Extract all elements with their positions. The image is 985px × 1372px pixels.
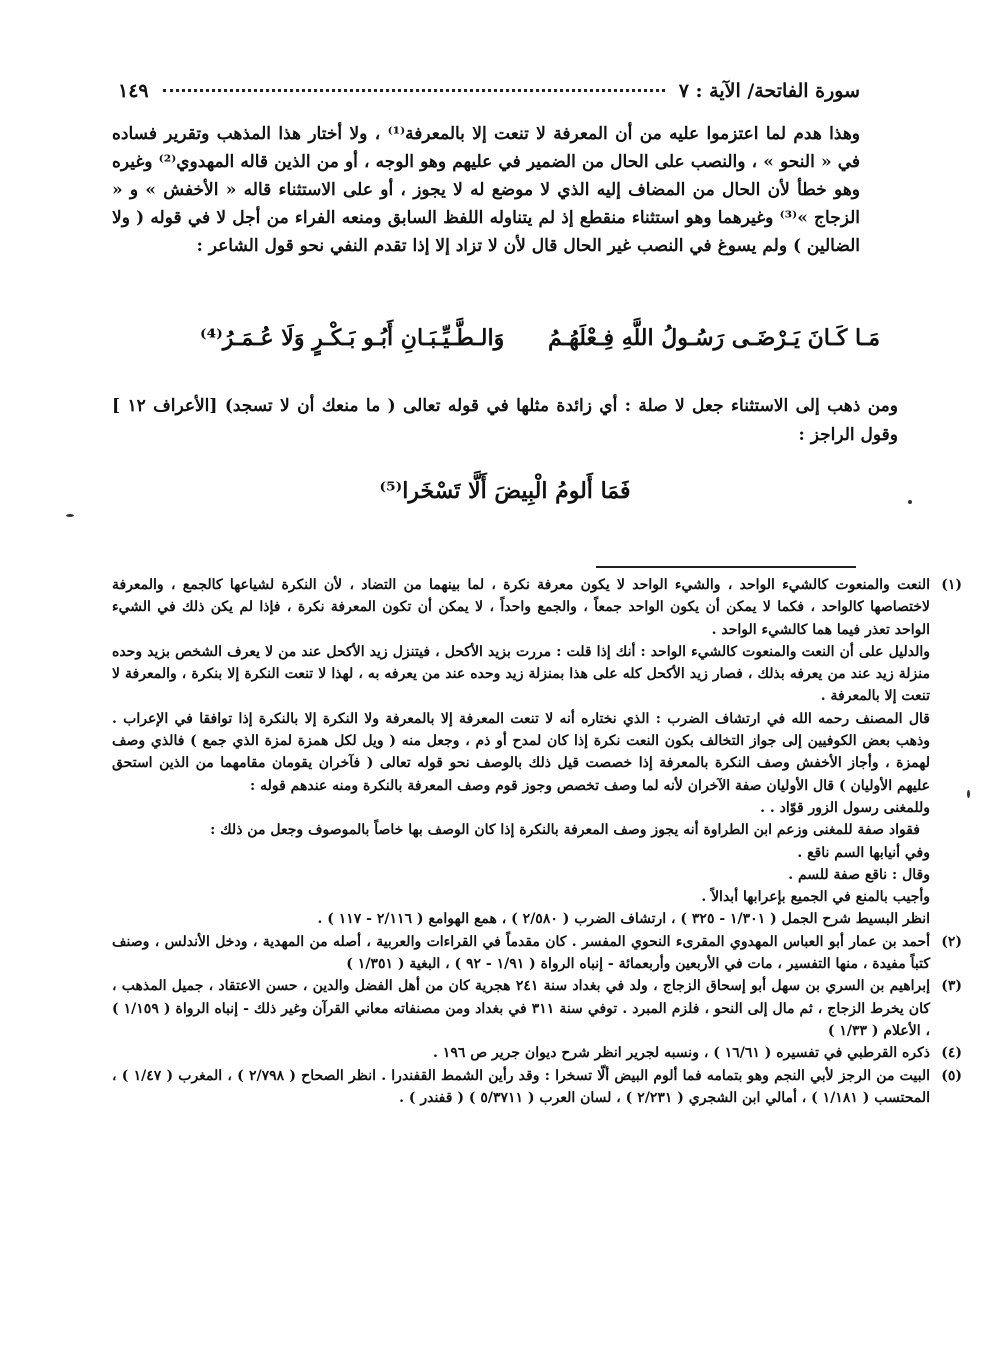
footnote-paragraph: أحمد بن عمار أبو العباس المهدوي المقرىء النحوي المفسر . كان مقدماً في القراءات والعربية ، أصله من المهدية ، ودخل الأندلس ، وصنف كتباً مفيدة ، منها التفسير ، مات في الأربعين وأربعمائة - إنباه الرواة ( ١/٩١ - ٩٢ ) ، البغية ( ١/٣٥١ ) <box>112 933 930 973</box>
footnote-1 <box>112 574 962 931</box>
footnote-4 <box>112 1042 962 1064</box>
footnote-number: (٥) <box>941 1067 962 1084</box>
footnote-2 <box>112 931 962 976</box>
footnotes <box>112 574 962 1109</box>
header-dot-leader <box>163 89 665 92</box>
main-paragraph-1: وهذا هدم لما اعتزموا عليه من أن المعرفة لا تنعت إلا بالمعرفة⁽¹⁾ ، ولا أختار هذا المذهب وتقرير فساده في « النحو » ، والنصب على الحال من الضمير في عليهم وهو الوجه ، أو من الذين قاله المهدوي⁽²⁾ وغيره وهو خطأ لأن الحال من المضاف إليه الذي لا موضع له لا يجوز ، أو على الاستثناء قاله « الأخفش » و « الزجاج »⁽³⁾ وغيرهما وهو استثناء منقطع إذ لم يتناوله اللفظ السابق ومنعه الفراء من أجل لا في قوله ( ولا الضالين ) ولم يسوغ في النصب غير الحال قال لأن لا تزاد إلا إذا تقدم النفي نحو قول الشاعر : <box>112 124 861 256</box>
footnote-paragraph: فقواد صفة للمغنى وزعم ابن الطراوة أنه يجوز وصف المعرفة بالنكرة إذا كان الوصف بها خاصاً بالموصوف وجعل من ذلك : <box>210 822 920 839</box>
footnote-paragraph: النعت والمنعوت كالشيء الواحد ، والشيء الواحد لا يكون معرفة نكرة ، لما بينهما من التضاد ، لأن النكرة لشياعها كالجمع ، والمعرفة لاختصاصها كالواحد ، فكما لا يمكن أن يكون الواحد جمعاً ، والجمع واحداً ، لا يمكن أن تكون المعرفة نكرة ، فإذا لم يكن ذلك في الشيء الواحد تعذر فيما هما كالشيء الواحد . <box>112 577 930 638</box>
footnote-paragraph: إبراهيم بن السري بن سهل أبو إسحاق الزجاج ، ولد في بغداد سنة ٢٤١ هجرية كان من أهل الفضل والدين ، حسن الاعتقاد ، جميل المذهب ، كان يخرط الزجاج ، ثم مال إلى النحو ، فلزم المبرد . توفي سنة ٣١١ في بغداد ومن مصنفاته معاني القرآن وغير ذلك - إنباه الرواة ( ١/١٥٩ ) ، الأعلام ( ١/٣٣ ) <box>112 978 931 1039</box>
footnote-paragraph: وللمغنى رسول الزور قوّاد . . <box>760 799 930 816</box>
footnote-paragraph: وقال : ناقع صفة للسم . <box>788 866 930 883</box>
poetry-verse-2: فَمَا أَلومُ الْبِيضَ أَلَّا تَسْخَرا⁽⁵⁾ <box>379 478 631 504</box>
verse-1-hemistich-2: وَالـطَّـيِّـبَـانِ أَبُـو بَـكْـرٍ وَلَا عُـمَـرُ⁽⁴⁾ <box>200 325 505 351</box>
footnote-body <box>112 931 930 976</box>
scan-speck <box>967 790 970 798</box>
scan-speck <box>908 500 912 504</box>
footnote-paragraph: البيت من الرجز لأبي النجم وهو بتمامه فما ألوم البيض ألّا تسخرا : وقد رأين الشمط القفندرا . انظر الصحاح ( ٢/٧٩٨ ) ، المغرب ( ١/٤٧ ) ، المحتسب ( ١/١٨١ ) ، أمالي ابن الشجري ( ٢/٢٣١ ) ، لسان العرب ( ٥/٣٧١١ ) ( قفندر ) . <box>112 1067 931 1106</box>
footnote-paragraph: قال المصنف رحمه الله في ارتشاف الضرب : الذي نختاره أنه لا تنعت المعرفة إلا بالمعرفة ولا النكرة إلا بالنكرة إذا توافقا في الإعراب . وذهب بعض الكوفيين إلى جواز التخالف بكون النعت نكرة إذا كان لمدح أو ذم ، وجعل منه ( ويل لكل همزة لمزة الذي جمع ) فالذي وصف لهمزة ، وأجاز الأخفش وصف النكرة بالمعرفة إذا خصصت قيل ذلك بالوصف نحو قوله تعالى ( فآخران يقومان مقامهما من الذين استحق عليهم الأوليان ) قال الأوليان صفة الآخران لأنه لما وصف تخصص وجوز قوم وصف المعرفة بالنكرة ومنه عندهم قوله : <box>112 710 930 794</box>
running-header <box>118 80 860 102</box>
page-number: ١٤٩ <box>118 80 149 102</box>
footnote-body <box>112 975 930 1042</box>
scan-speck <box>66 514 74 517</box>
footnote-separator <box>596 566 856 568</box>
footnote-paragraph: انظر البسيط شرح الجمل ( ١/٣٠١ - ٣٢٥ ) ، ارتشاف الضرب ( ٢/٥٨٠ ) ، همع الهوامع ( ٢/١١٦ - ١١٧ ) . <box>317 911 930 928</box>
footnote-body <box>112 574 930 931</box>
main-text <box>112 120 860 260</box>
poetry-verse-1 <box>200 325 880 351</box>
verse-1-hemistich-1: مَـا كَـانَ يَـرْضَـى رَسُـولُ اللَّهِ فِـعْلَهُـمُ <box>547 325 880 351</box>
footnote-paragraph: وأجيب بالمنع في الجميع بإعرابها أبدالاً . <box>701 889 930 906</box>
footnote-number: (٤) <box>941 1045 962 1062</box>
footnote-5 <box>112 1065 962 1110</box>
footnote-paragraph: والدليل على أن النعت والمنعوت كالشيء الواحد : أنك إذا قلت : مررت بزيد الأكحل ، فيتنزل زيد الأكحل عند من لا يعرف الشخص بزيد وحده منزلة زيد عند من يعرفه بذلك ، فصار زيد الأكحل كله على هذا بمنزلة زيد وحده عند من يعرفه به ، لهذا لا تنعت النكرة إلا بنكرة ، والمعرفة لا تنعت إلا بالمعرفة . <box>112 643 930 705</box>
footnote-body <box>112 1065 930 1110</box>
footnote-paragraph: ذكره القرطبي في تفسيره ( ١٦/٦١ ) ، ونسبه لجرير انظر شرح ديوان جرير ص ١٩٦ . <box>433 1045 930 1062</box>
main-paragraph-2: ومن ذهب إلى الاستثناء جعل لا صلة : أي زائدة مثلها في قوله تعالى ( ما منعك أن لا تسجد) [الأعراف ١٢ ] وقول الراجز : <box>112 396 898 445</box>
footnote-body <box>112 1042 930 1064</box>
surah-title: سورة الفاتحة/ الآية : ٧ <box>678 80 860 102</box>
footnote-number: (١) <box>941 577 962 593</box>
footnote-number: (٢) <box>941 933 962 950</box>
footnote-paragraph: وفي أنيابها السم ناقع . <box>797 844 930 861</box>
main-text-2 <box>112 392 898 450</box>
footnote-3 <box>112 975 962 1042</box>
footnote-number: (٣) <box>941 978 962 995</box>
